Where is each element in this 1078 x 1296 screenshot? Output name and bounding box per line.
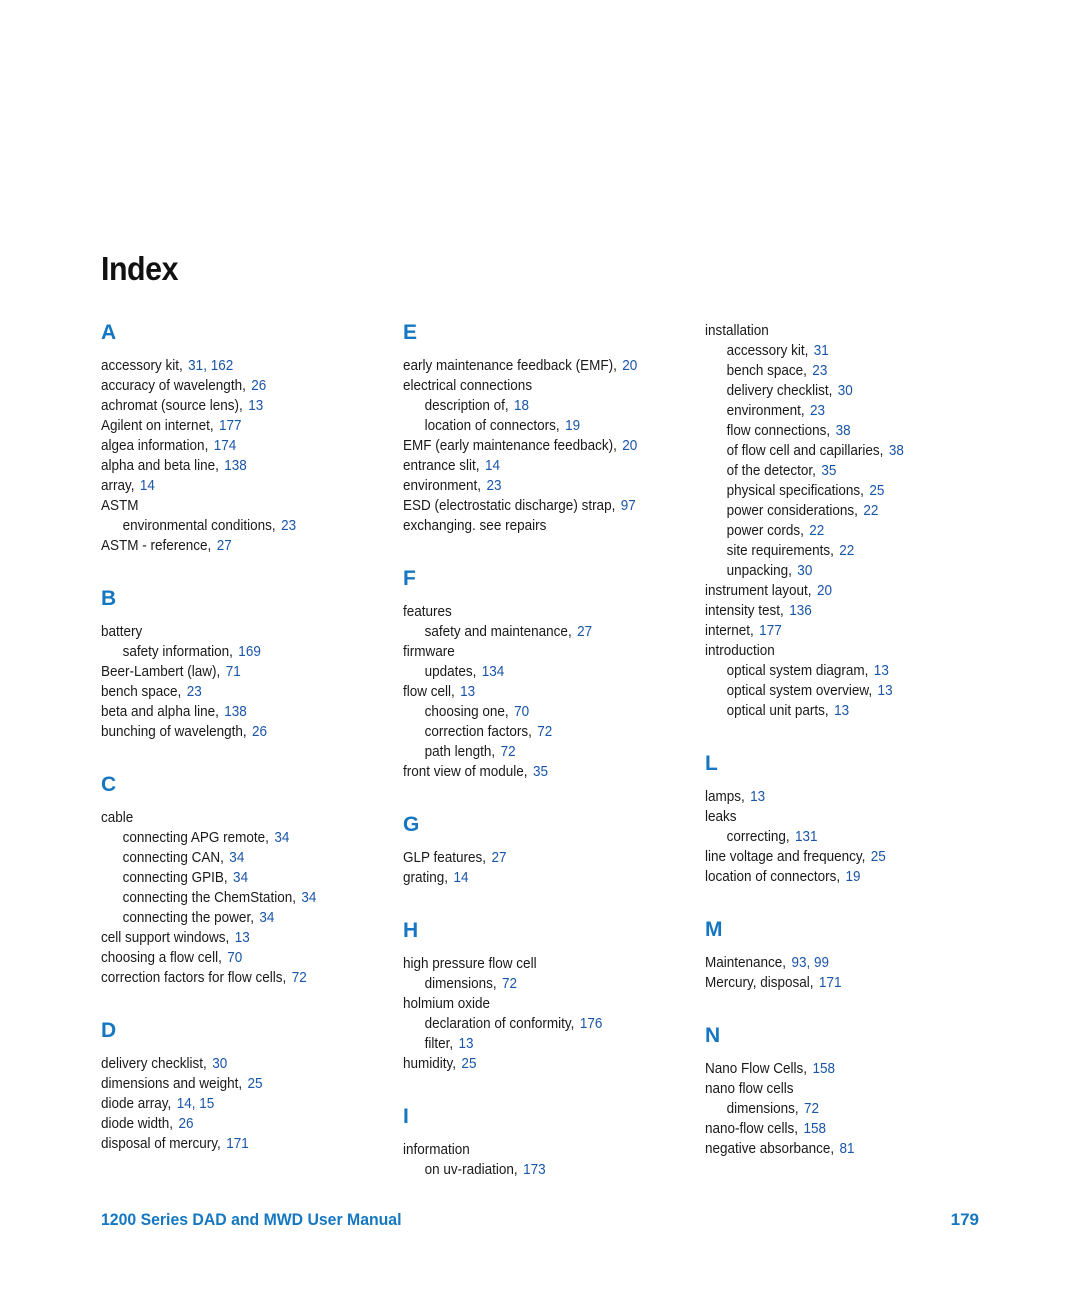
index-entry bbox=[705, 807, 975, 827]
index-subentry bbox=[101, 868, 371, 888]
index-entry bbox=[403, 868, 673, 888]
index-section-b bbox=[101, 582, 401, 742]
index-column-3 bbox=[705, 316, 1005, 1185]
index-entry bbox=[705, 847, 975, 867]
index-column-1 bbox=[101, 316, 401, 1180]
section-letter: B bbox=[101, 587, 117, 610]
index-entry bbox=[101, 968, 371, 988]
page-reference-link[interactable]: 19 bbox=[845, 868, 861, 885]
page-reference-link[interactable]: 70 bbox=[227, 949, 243, 966]
index-subentry bbox=[705, 1099, 975, 1119]
page-reference-link[interactable]: 13 bbox=[458, 1035, 474, 1052]
index-entry bbox=[705, 787, 975, 807]
entry-term: flow cell, bbox=[403, 683, 455, 700]
index-entry bbox=[101, 1074, 371, 1094]
page-reference-link[interactable]: 72 bbox=[502, 975, 518, 992]
index-entry bbox=[403, 682, 673, 702]
section-letter: I bbox=[403, 1105, 409, 1128]
page-reference-link[interactable]: 34 bbox=[274, 829, 290, 846]
entry-term: Agilent on internet, bbox=[101, 417, 214, 434]
index-subentry bbox=[403, 416, 673, 436]
entry-term: dimensions and weight, bbox=[101, 1075, 243, 1092]
page-reference-link[interactable]: 38 bbox=[888, 442, 904, 459]
index-subentry bbox=[101, 888, 371, 908]
index-subentry bbox=[705, 701, 975, 721]
index-subentry bbox=[705, 401, 975, 421]
index-subentry bbox=[101, 828, 371, 848]
entry-term: exchanging. see repairs bbox=[403, 517, 547, 534]
entry-term: optical unit parts, bbox=[726, 702, 829, 719]
index-subentry bbox=[403, 396, 673, 416]
index-entry bbox=[403, 376, 673, 396]
index-entry bbox=[705, 641, 975, 661]
page-reference-link[interactable]: 72 bbox=[537, 723, 553, 740]
entry-term: optical system overview, bbox=[726, 682, 873, 699]
entry-term: dimensions, bbox=[726, 1100, 799, 1117]
entry-term: choosing a flow cell, bbox=[101, 949, 222, 966]
entry-term: EMF (early maintenance feedback), bbox=[403, 437, 617, 454]
index-subentry bbox=[705, 481, 975, 501]
page-reference-link[interactable]: 34 bbox=[301, 889, 317, 906]
entry-term: ASTM bbox=[101, 497, 139, 514]
page-reference-link[interactable]: 35 bbox=[532, 763, 548, 780]
page-reference-link[interactable]: 14, 15 bbox=[176, 1095, 215, 1112]
index-subentry bbox=[403, 1014, 673, 1034]
page-reference-link[interactable]: 173 bbox=[523, 1161, 546, 1178]
page-reference-link[interactable]: 138 bbox=[224, 457, 247, 474]
section-letter: F bbox=[403, 567, 416, 590]
page-reference-link[interactable]: 23 bbox=[281, 517, 297, 534]
page-reference-link[interactable]: 97 bbox=[620, 497, 636, 514]
page-reference-link[interactable]: 22 bbox=[809, 522, 825, 539]
index-entry bbox=[705, 1119, 975, 1139]
entry-term: beta and alpha line, bbox=[101, 703, 219, 720]
page-reference-link[interactable]: 30 bbox=[797, 562, 813, 579]
entry-term: battery bbox=[101, 623, 143, 640]
entry-term: environment, bbox=[403, 477, 482, 494]
page-reference-link[interactable]: 138 bbox=[224, 703, 247, 720]
index-entry bbox=[101, 1054, 371, 1074]
index-subentry bbox=[403, 1034, 673, 1054]
entry-term: nano-flow cells, bbox=[705, 1120, 799, 1137]
index-entry bbox=[403, 1140, 673, 1160]
page-reference-link[interactable]: 23 bbox=[812, 362, 828, 379]
page-reference-link[interactable]: 13 bbox=[877, 682, 893, 699]
entry-term: disposal of mercury, bbox=[101, 1135, 221, 1152]
footer-manual-title: 1200 Series DAD and MWD User Manual bbox=[101, 1210, 402, 1229]
page-reference-link[interactable]: 30 bbox=[212, 1055, 228, 1072]
index-subentry bbox=[403, 702, 673, 722]
index-entry bbox=[403, 356, 673, 376]
index-entry bbox=[403, 602, 673, 622]
page-reference-link[interactable]: 19 bbox=[565, 417, 581, 434]
entry-term: entrance slit, bbox=[403, 457, 480, 474]
entry-term: of flow cell and capillaries, bbox=[726, 442, 884, 459]
section-letter: H bbox=[403, 919, 419, 942]
page-reference-link[interactable]: 26 bbox=[178, 1115, 194, 1132]
index-subentry bbox=[705, 501, 975, 521]
index-entry bbox=[101, 722, 371, 742]
entry-term: description of, bbox=[424, 397, 509, 414]
entry-term: instrument layout, bbox=[705, 582, 812, 599]
section-letter: L bbox=[705, 752, 718, 775]
page-reference-link[interactable]: 30 bbox=[837, 382, 853, 399]
page-reference-link[interactable]: 81 bbox=[839, 1140, 855, 1157]
page-reference-link[interactable]: 22 bbox=[863, 502, 879, 519]
page-reference-link[interactable]: 25 bbox=[870, 848, 886, 865]
page-reference-link[interactable]: 31, 162 bbox=[188, 357, 234, 374]
page-reference-link[interactable]: 13 bbox=[460, 683, 476, 700]
index-section-g bbox=[403, 808, 703, 888]
index-subentry bbox=[101, 908, 371, 928]
page-reference-link[interactable]: 26 bbox=[252, 723, 268, 740]
entry-term: diode width, bbox=[101, 1115, 174, 1132]
page-reference-link[interactable]: 171 bbox=[226, 1135, 249, 1152]
section-letter: G bbox=[403, 813, 420, 836]
index-subentry bbox=[705, 681, 975, 701]
index-subentry bbox=[705, 461, 975, 481]
section-letter: M bbox=[705, 918, 723, 941]
page-reference-link[interactable]: 14 bbox=[453, 869, 469, 886]
index-entry bbox=[101, 1094, 371, 1114]
index-subentry bbox=[705, 441, 975, 461]
entry-term: physical specifications, bbox=[726, 482, 864, 499]
entry-term: nano flow cells bbox=[705, 1080, 794, 1097]
page-reference-link[interactable]: 158 bbox=[803, 1120, 826, 1137]
entry-term: correcting, bbox=[726, 828, 790, 845]
entry-term: accessory kit, bbox=[101, 357, 183, 374]
index-entry bbox=[705, 1059, 975, 1079]
entry-term: declaration of conformity, bbox=[424, 1015, 575, 1032]
index-entry bbox=[101, 356, 371, 376]
page-reference-link[interactable]: 23 bbox=[486, 477, 502, 494]
page-reference-link[interactable]: 72 bbox=[291, 969, 307, 986]
index-entry bbox=[101, 1134, 371, 1154]
entry-term: environmental conditions, bbox=[122, 517, 276, 534]
entry-term: connecting the power, bbox=[122, 909, 254, 926]
index-subentry bbox=[403, 662, 673, 682]
entry-term: bunching of wavelength, bbox=[101, 723, 247, 740]
index-section-l bbox=[705, 747, 1005, 887]
index-subentry bbox=[403, 742, 673, 762]
page-reference-link[interactable]: 34 bbox=[233, 869, 249, 886]
index-entry bbox=[101, 456, 371, 476]
page-reference-link[interactable]: 23 bbox=[810, 402, 826, 419]
entry-term: high pressure flow cell bbox=[403, 955, 537, 972]
index-section-e bbox=[403, 316, 703, 536]
page-reference-link[interactable]: 158 bbox=[812, 1060, 835, 1077]
index-subentry bbox=[705, 827, 975, 847]
entry-term: power cords, bbox=[726, 522, 804, 539]
page-reference-link[interactable]: 13 bbox=[873, 662, 889, 679]
entry-term: achromat (source lens), bbox=[101, 397, 243, 414]
entry-term: environment, bbox=[726, 402, 805, 419]
index-entry bbox=[403, 954, 673, 974]
section-letter: C bbox=[101, 773, 117, 796]
index-entry bbox=[101, 476, 371, 496]
entry-term: optical system diagram, bbox=[726, 662, 869, 679]
entry-term: line voltage and frequency, bbox=[705, 848, 866, 865]
index-entry bbox=[101, 496, 371, 516]
entry-term: of the detector, bbox=[726, 462, 816, 479]
index-subentry bbox=[403, 974, 673, 994]
page-reference-link[interactable]: 14 bbox=[139, 477, 155, 494]
page-reference-link[interactable]: 38 bbox=[835, 422, 851, 439]
page-reference-link[interactable]: 72 bbox=[500, 743, 516, 760]
page-reference-link[interactable]: 176 bbox=[579, 1015, 603, 1032]
index-subentry bbox=[705, 541, 975, 561]
entry-term: holmium oxide bbox=[403, 995, 491, 1012]
index-section-continued bbox=[705, 321, 1005, 721]
page-reference-link[interactable]: 93, 99 bbox=[791, 954, 830, 971]
entry-term: cell support windows, bbox=[101, 929, 230, 946]
page-reference-link[interactable]: 13 bbox=[234, 929, 250, 946]
entry-term: connecting the ChemStation, bbox=[122, 889, 296, 906]
page-reference-link[interactable]: 31 bbox=[813, 342, 829, 359]
index-entry bbox=[403, 476, 673, 496]
index-entry bbox=[403, 516, 673, 536]
index-entry bbox=[403, 496, 673, 516]
entry-term: site requirements, bbox=[726, 542, 834, 559]
page-reference-link[interactable]: 20 bbox=[622, 357, 638, 374]
index-subentry bbox=[101, 642, 371, 662]
index-entry bbox=[705, 1139, 975, 1159]
entry-term: filter, bbox=[424, 1035, 454, 1052]
page-reference-link[interactable]: 34 bbox=[259, 909, 275, 926]
index-subentry bbox=[403, 1160, 673, 1180]
entry-term: bench space, bbox=[726, 362, 807, 379]
index-entry bbox=[705, 973, 975, 993]
entry-term: choosing one, bbox=[424, 703, 509, 720]
entry-term: path length, bbox=[424, 743, 496, 760]
section-letter: D bbox=[101, 1019, 117, 1042]
page-reference-link[interactable]: 20 bbox=[816, 582, 832, 599]
index-entry bbox=[705, 581, 975, 601]
entry-term: leaks bbox=[705, 808, 737, 825]
entry-term: connecting GPIB, bbox=[122, 869, 228, 886]
index-entry bbox=[101, 682, 371, 702]
page-reference-link[interactable]: 35 bbox=[821, 462, 837, 479]
index-entry bbox=[403, 642, 673, 662]
entry-term: lamps, bbox=[705, 788, 745, 805]
index-entry bbox=[101, 702, 371, 722]
index-entry bbox=[101, 1114, 371, 1134]
section-letter: E bbox=[403, 321, 418, 344]
entry-term: internet, bbox=[705, 622, 754, 639]
page-reference-link[interactable]: 34 bbox=[229, 849, 245, 866]
page-reference-link[interactable]: 131 bbox=[795, 828, 818, 845]
entry-term: on uv-radiation, bbox=[424, 1161, 518, 1178]
index-subentry bbox=[101, 848, 371, 868]
entry-term: algea information, bbox=[101, 437, 209, 454]
page-reference-link[interactable]: 25 bbox=[461, 1055, 477, 1072]
index-subentry bbox=[403, 622, 673, 642]
page-reference-link[interactable]: 13 bbox=[248, 397, 264, 414]
entry-term: Beer-Lambert (law), bbox=[101, 663, 221, 680]
entry-term: features bbox=[403, 603, 452, 620]
entry-term: GLP features, bbox=[403, 849, 487, 866]
entry-term: information bbox=[403, 1141, 470, 1158]
index-subentry bbox=[705, 381, 975, 401]
index-entry bbox=[403, 762, 673, 782]
page-reference-link[interactable]: 71 bbox=[225, 663, 241, 680]
index-entry bbox=[403, 1054, 673, 1074]
entry-term: unpacking, bbox=[726, 562, 792, 579]
footer-page-number: 179 bbox=[950, 1210, 979, 1229]
entry-term: dimensions, bbox=[424, 975, 497, 992]
page-reference-link[interactable]: 27 bbox=[577, 623, 593, 640]
index-section-h bbox=[403, 914, 703, 1074]
entry-term: flow connections, bbox=[726, 422, 831, 439]
page-reference-link[interactable]: 25 bbox=[247, 1075, 263, 1092]
page-reference-link[interactable]: 23 bbox=[186, 683, 202, 700]
index-entry bbox=[705, 1079, 975, 1099]
index-entry bbox=[403, 456, 673, 476]
page-reference-link[interactable]: 174 bbox=[213, 437, 237, 454]
page-reference-link[interactable]: 22 bbox=[839, 542, 855, 559]
index-entry bbox=[705, 621, 975, 641]
index-entry bbox=[101, 928, 371, 948]
index-entry bbox=[403, 848, 673, 868]
index-section-m bbox=[705, 913, 1005, 993]
page-reference-link[interactable]: 13 bbox=[834, 702, 850, 719]
entry-term: installation bbox=[705, 322, 769, 339]
entry-term: Maintenance, bbox=[705, 954, 787, 971]
index-section-n bbox=[705, 1019, 1005, 1159]
entry-term: firmware bbox=[403, 643, 455, 660]
index-entry bbox=[101, 376, 371, 396]
entry-term: electrical connections bbox=[403, 377, 533, 394]
index-subentry bbox=[705, 661, 975, 681]
entry-term: updates, bbox=[424, 663, 477, 680]
page-reference-link[interactable]: 27 bbox=[491, 849, 507, 866]
page-reference-link[interactable]: 25 bbox=[869, 482, 885, 499]
index-entry bbox=[101, 536, 371, 556]
entry-term: intensity test, bbox=[705, 602, 784, 619]
index-entry bbox=[403, 436, 673, 456]
entry-term: Nano Flow Cells, bbox=[705, 1060, 808, 1077]
entry-term: connecting CAN, bbox=[122, 849, 224, 866]
index-entry bbox=[705, 867, 975, 887]
index-entry bbox=[101, 662, 371, 682]
index-entry bbox=[705, 601, 975, 621]
page-reference-link[interactable]: 13 bbox=[750, 788, 766, 805]
entry-term: safety and maintenance, bbox=[424, 623, 572, 640]
index-column-2 bbox=[403, 316, 703, 1206]
section-letter: N bbox=[705, 1024, 721, 1047]
index-section-d bbox=[101, 1014, 401, 1154]
entry-term: early maintenance feedback (EMF), bbox=[403, 357, 617, 374]
page-reference-link[interactable]: 20 bbox=[622, 437, 638, 454]
index-section-f bbox=[403, 562, 703, 782]
index-entry bbox=[705, 953, 975, 973]
index-entry bbox=[705, 321, 975, 341]
page-reference-link[interactable]: 27 bbox=[216, 537, 232, 554]
entry-term: introduction bbox=[705, 642, 775, 659]
page-reference-link[interactable]: 70 bbox=[514, 703, 530, 720]
index-entry bbox=[101, 948, 371, 968]
page-reference-link[interactable]: 26 bbox=[251, 377, 267, 394]
entry-term: humidity, bbox=[403, 1055, 457, 1072]
index-subentry bbox=[705, 361, 975, 381]
page-reference-link[interactable]: 134 bbox=[481, 663, 505, 680]
entry-term: array, bbox=[101, 477, 135, 494]
entry-term: cable bbox=[101, 809, 134, 826]
index-section-a bbox=[101, 316, 401, 556]
index-entry bbox=[101, 396, 371, 416]
entry-term: alpha and beta line, bbox=[101, 457, 219, 474]
index-entry bbox=[101, 808, 371, 828]
index-subentry bbox=[101, 516, 371, 536]
section-letter: A bbox=[101, 321, 117, 344]
index-subentry bbox=[705, 341, 975, 361]
index-entry bbox=[101, 416, 371, 436]
entry-term: ESD (electrostatic discharge) strap, bbox=[403, 497, 616, 514]
page-reference-link[interactable]: 177 bbox=[759, 622, 782, 639]
page-reference-link[interactable]: 169 bbox=[238, 643, 261, 660]
page-title: Index bbox=[101, 250, 179, 287]
entry-term: accessory kit, bbox=[726, 342, 809, 359]
entry-term: correction factors for flow cells, bbox=[101, 969, 287, 986]
index-entry bbox=[101, 436, 371, 456]
entry-term: diode array, bbox=[101, 1095, 172, 1112]
entry-term: front view of module, bbox=[403, 763, 528, 780]
page-reference-link[interactable]: 171 bbox=[818, 974, 842, 991]
page-reference-link[interactable]: 177 bbox=[218, 417, 242, 434]
index-subentry bbox=[705, 521, 975, 541]
entry-term: delivery checklist, bbox=[726, 382, 833, 399]
entry-term: delivery checklist, bbox=[101, 1055, 207, 1072]
entry-term: connecting APG remote, bbox=[122, 829, 269, 846]
page-reference-link[interactable]: 18 bbox=[514, 397, 530, 414]
entry-term: Mercury, disposal, bbox=[705, 974, 814, 991]
index-section-i bbox=[403, 1100, 703, 1180]
entry-term: ASTM - reference, bbox=[101, 537, 212, 554]
entry-term: negative absorbance, bbox=[705, 1140, 835, 1157]
page-reference-link[interactable]: 14 bbox=[484, 457, 500, 474]
entry-term: safety information, bbox=[122, 643, 233, 660]
entry-term: accuracy of wavelength, bbox=[101, 377, 246, 394]
entry-term: correction factors, bbox=[424, 723, 532, 740]
index-entry bbox=[403, 994, 673, 1014]
index-entry bbox=[101, 622, 371, 642]
entry-term: bench space, bbox=[101, 683, 182, 700]
entry-term: grating, bbox=[403, 869, 449, 886]
page-reference-link[interactable]: 136 bbox=[789, 602, 812, 619]
index-subentry bbox=[403, 722, 673, 742]
entry-term: power considerations, bbox=[726, 502, 858, 519]
entry-term: location of connectors, bbox=[705, 868, 841, 885]
entry-term: location of connectors, bbox=[424, 417, 560, 434]
index-section-c bbox=[101, 768, 401, 988]
index-subentry bbox=[705, 421, 975, 441]
index-subentry bbox=[705, 561, 975, 581]
page-reference-link[interactable]: 72 bbox=[804, 1100, 820, 1117]
